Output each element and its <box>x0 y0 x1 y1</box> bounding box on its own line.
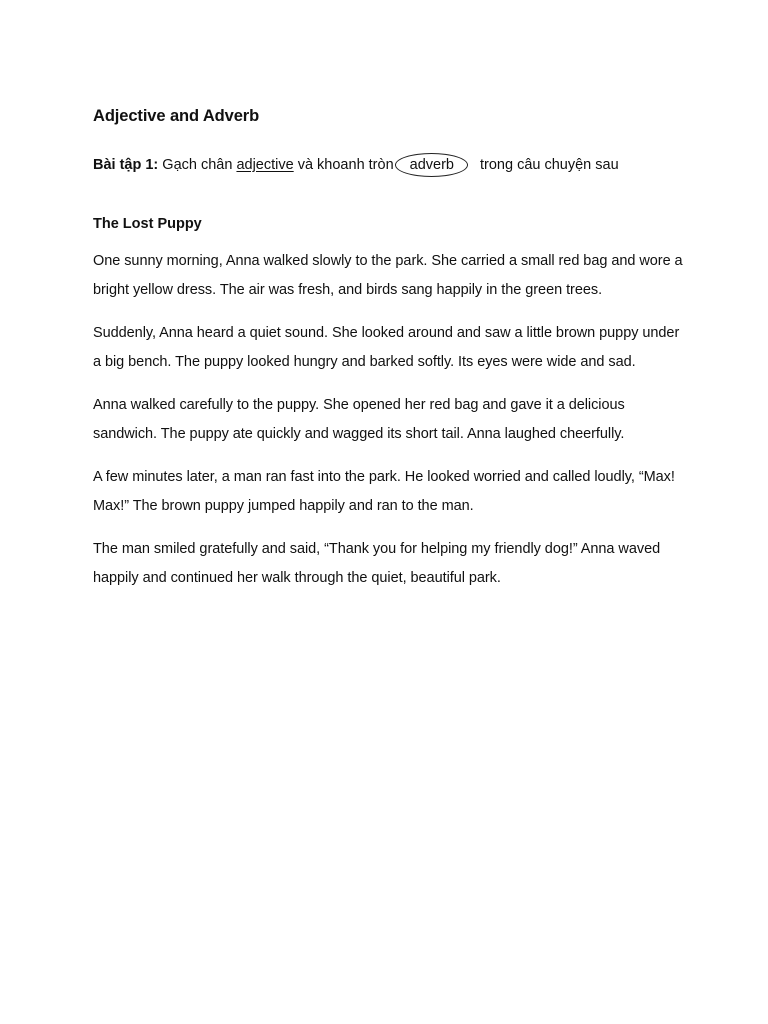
circled-example-word: adverb <box>395 153 468 177</box>
document-title: Adjective and Adverb <box>93 107 260 125</box>
story-body <box>93 247 683 593</box>
document-page <box>93 104 683 607</box>
story-paragraph: One sunny morning, Anna walked slowly to the park. She carried a small red bag and wore a bright yellow dress. The air was fresh, and birds sang happily in the green trees. <box>93 253 683 298</box>
exercise-instruction <box>93 153 683 177</box>
instruction-text-before: Gạch chân <box>158 157 237 173</box>
underlined-example-word: adjective <box>236 157 294 173</box>
story-paragraph: The man smiled gratefully and said, “Thank you for helping my friendly dog!” Anna waved happily and continued her walk through the quiet, beautiful park. <box>93 541 661 586</box>
instruction-text-after: trong câu chuyện sau <box>480 157 619 173</box>
exercise-label: Bài tập 1: <box>93 157 159 173</box>
story-title: The Lost Puppy <box>93 216 202 232</box>
story-paragraph: Suddenly, Anna heard a quiet sound. She looked around and saw a little brown puppy under a big bench. The puppy looked hungry and barked softly. Its eyes were wide and sad. <box>93 325 680 370</box>
instruction-text-middle: và khoanh tròn <box>293 157 394 173</box>
story-paragraph: A few minutes later, a man ran fast into the park. He looked worried and called loudly, “Max! Max!” The brown puppy jumped happily and ran to the man. <box>93 469 675 514</box>
story-paragraph: Anna walked carefully to the puppy. She opened her red bag and gave it a delicious sandwich. The puppy ate quickly and wagged its short tail. Anna laughed cheerfully. <box>93 397 625 442</box>
